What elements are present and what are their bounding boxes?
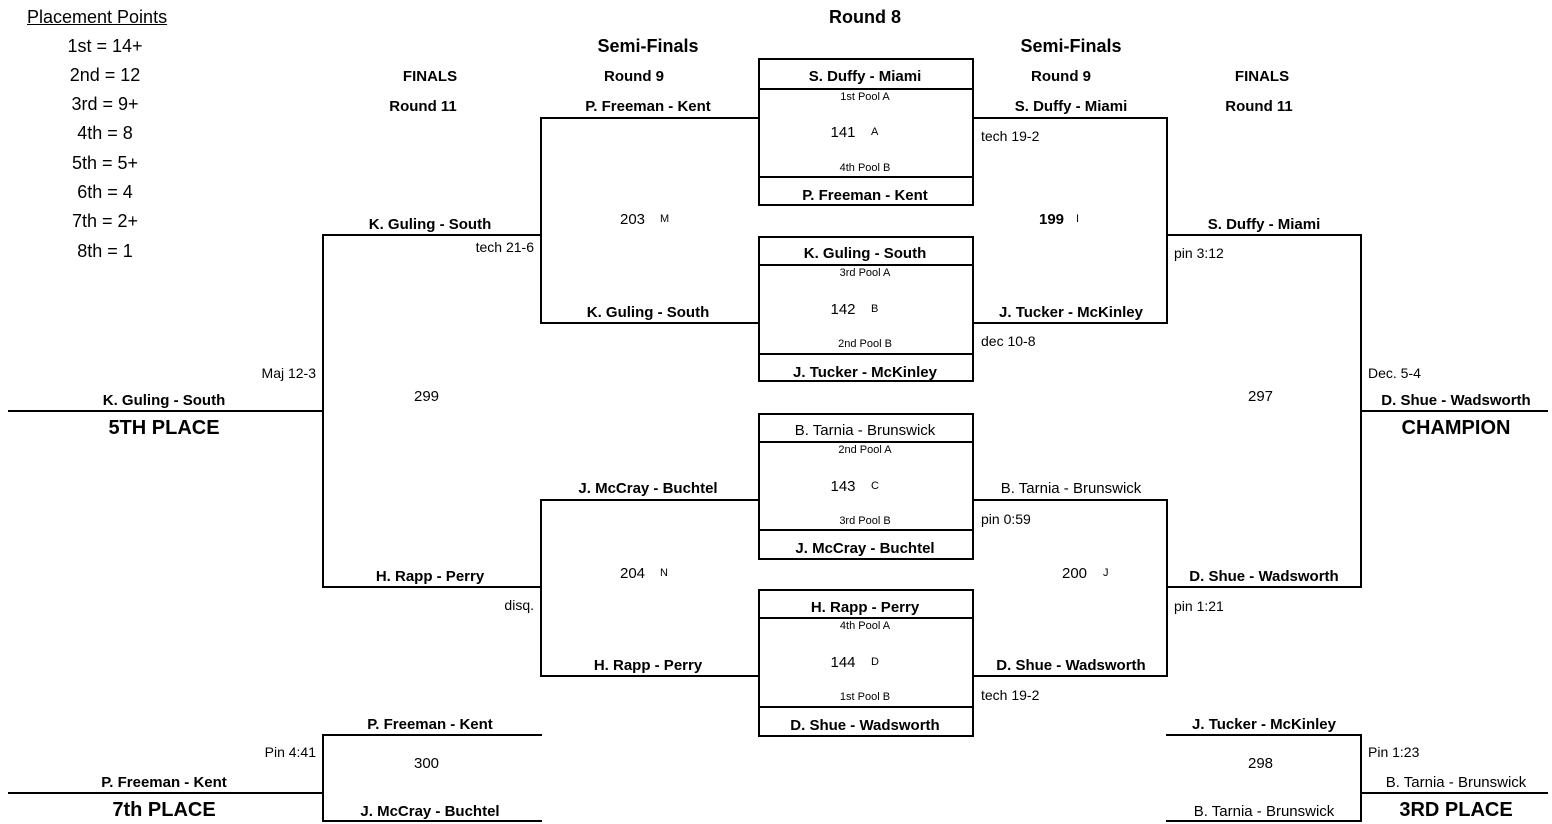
bracket-line	[540, 322, 758, 324]
bout-300-number: 300	[414, 755, 440, 772]
bracket-line	[1166, 234, 1362, 236]
final-top-result: pin 3:12	[1174, 245, 1224, 261]
champion-label: CHAMPION	[1401, 417, 1511, 439]
r10-top-result: tech 21-6	[475, 239, 534, 255]
bracket-line	[540, 499, 542, 677]
bout-200-bottom-wrestler: D. Shue - Wadsworth	[996, 657, 1146, 674]
third-place-line	[1360, 792, 1548, 794]
bout-144-number: 144	[830, 654, 856, 671]
bracket-line	[322, 820, 542, 822]
bout-203-letter: M	[660, 213, 670, 225]
seventh-place-label: 7th PLACE	[112, 799, 216, 821]
bout-204-bottom-wrestler: H. Rapp - Perry	[593, 657, 703, 674]
seventh-place-wrestler: P. Freeman - Kent	[101, 774, 227, 791]
bracket-line	[322, 734, 542, 736]
placement-item: 8th = 1	[77, 241, 133, 261]
bout-200-top-wrestler: B. Tarnia - Brunswick	[1000, 480, 1142, 497]
round8-header: Round 8	[829, 7, 901, 27]
bout-divider	[758, 353, 974, 355]
champion-line	[1360, 410, 1548, 412]
placement-item: 1st = 14+	[67, 36, 143, 56]
bout-142-number: 142	[830, 301, 856, 318]
bout-204-top-wrestler: J. McCray - Buchtel	[578, 480, 718, 497]
finals-right-header: FINALS	[1234, 68, 1290, 85]
bout-144-bottom-pool: 1st Pool B	[839, 691, 891, 703]
bout-141-letter: A	[871, 126, 879, 138]
third-place-wrestler: B. Tarnia - Brunswick	[1385, 774, 1527, 791]
bout-divider	[758, 88, 974, 90]
bracket-line	[1166, 499, 1168, 677]
placement-item: 5th = 5+	[71, 153, 139, 173]
bout-142-top-pool: 3rd Pool A	[839, 267, 891, 279]
round9-left-header: Round 9	[604, 68, 664, 85]
bout-141-top-wrestler: S. Duffy - Miami	[808, 68, 922, 85]
bout-204-number: 204	[620, 565, 646, 582]
bout-300-bottom-wrestler: J. McCray - Buchtel	[360, 803, 500, 820]
placement-item: 3rd = 9+	[71, 94, 139, 114]
bout-199-bottom-wrestler: J. Tucker - McKinley	[999, 304, 1143, 321]
bracket-line	[540, 117, 758, 119]
bout-199-letter: I	[1076, 213, 1080, 225]
bout-divider	[758, 529, 974, 531]
fifth-place-wrestler: K. Guling - South	[102, 392, 226, 409]
bout-143-bottom-pool: 3rd Pool B	[839, 515, 891, 527]
r10-bottom-result: disq.	[504, 597, 534, 613]
third-place-label: 3RD PLACE	[1399, 799, 1513, 821]
placement-points-title: Placement Points	[27, 7, 168, 27]
bout-297-result: Dec. 5-4	[1368, 365, 1421, 381]
bout-141-top-pool: 1st Pool A	[840, 91, 890, 103]
bout-199-top-result: tech 19-2	[981, 128, 1040, 144]
bout-divider	[758, 264, 974, 266]
bout-297-number: 297	[1248, 388, 1274, 405]
bout-143-bottom-wrestler: J. McCray - Buchtel	[795, 540, 935, 557]
placement-item: 6th = 4	[77, 182, 133, 202]
bout-142-top-wrestler: K. Guling - South	[803, 245, 927, 262]
fifth-place-line	[8, 410, 324, 412]
seventh-place-line	[8, 792, 324, 794]
bout-299-number: 299	[414, 388, 440, 405]
bout-199-number: 199	[1039, 211, 1065, 228]
bracket-line	[1360, 734, 1362, 822]
bout-143-top-wrestler: B. Tarnia - Brunswick	[794, 422, 936, 439]
bout-143-top-pool: 2nd Pool A	[838, 444, 892, 456]
bout-141-bottom-pool: 4th Pool B	[839, 162, 891, 174]
bout-divider	[758, 706, 974, 708]
bout-300-top-wrestler: P. Freeman - Kent	[367, 716, 493, 733]
bout-298-number: 298	[1248, 755, 1274, 772]
bracket-line	[540, 117, 542, 324]
bout-divider	[758, 441, 974, 443]
bout-298-top-wrestler: J. Tucker - McKinley	[1192, 716, 1336, 733]
bout-203-bottom-wrestler: K. Guling - South	[586, 304, 710, 321]
bout-141-bottom-wrestler: P. Freeman - Kent	[802, 187, 928, 204]
final-top-wrestler: S. Duffy - Miami	[1207, 216, 1321, 233]
bracket-line	[1166, 586, 1362, 588]
bout-142-bottom-wrestler: J. Tucker - McKinley	[793, 364, 937, 381]
bout-144-bottom-wrestler: D. Shue - Wadsworth	[790, 717, 940, 734]
bout-204-letter: N	[660, 567, 668, 579]
bout-203-number: 203	[620, 211, 646, 228]
bout-199-bottom-result: dec 10-8	[981, 333, 1036, 349]
bout-200-top-result: pin 0:59	[981, 511, 1031, 527]
placement-item: 4th = 8	[77, 123, 133, 143]
bout-divider	[758, 176, 974, 178]
bout-142-bottom-pool: 2nd Pool B	[838, 338, 892, 350]
bout-144-top-wrestler: H. Rapp - Perry	[810, 599, 920, 616]
bout-142-letter: B	[871, 303, 879, 315]
bracket-line	[322, 234, 542, 236]
bout-200-bottom-result: tech 19-2	[981, 687, 1040, 703]
final-bottom-result: pin 1:21	[1174, 598, 1224, 614]
bout-144-letter: D	[871, 656, 879, 668]
bracket-line	[974, 117, 1168, 119]
round11-right-header: Round 11	[1225, 98, 1293, 115]
bout-200-number: 200	[1062, 565, 1088, 582]
bracket-line	[322, 586, 542, 588]
r10-bottom-wrestler: H. Rapp - Perry	[375, 568, 485, 585]
bout-298-bottom-wrestler: B. Tarnia - Brunswick	[1193, 803, 1335, 820]
bout-300-result: Pin 4:41	[264, 744, 316, 760]
bracket-line	[974, 675, 1168, 677]
bracket-line	[974, 322, 1168, 324]
fifth-place-label: 5TH PLACE	[108, 417, 220, 439]
semis-right-header: Semi-Finals	[1020, 36, 1122, 56]
finals-left-header: FINALS	[402, 68, 458, 85]
bracket-line	[974, 499, 1168, 501]
round11-left-header: Round 11	[389, 98, 457, 115]
bout-299-result: Maj 12-3	[261, 365, 316, 381]
placement-item: 2nd = 12	[69, 65, 141, 85]
bout-divider	[758, 617, 974, 619]
bout-203-top-wrestler: P. Freeman - Kent	[585, 98, 711, 115]
bracket-line	[1166, 820, 1362, 822]
semis-left-header: Semi-Finals	[597, 36, 699, 56]
bout-143-number: 143	[830, 478, 856, 495]
bracket-line	[540, 499, 758, 501]
bout-200-letter: J	[1103, 567, 1109, 579]
r10-top-wrestler: K. Guling - South	[368, 216, 492, 233]
round9-right-header: Round 9	[1031, 68, 1091, 85]
bout-199-top-wrestler: S. Duffy - Miami	[1014, 98, 1128, 115]
bout-144-top-pool: 4th Pool A	[839, 620, 891, 632]
bracket-line	[1166, 734, 1362, 736]
bracket-line	[540, 675, 758, 677]
final-bottom-wrestler: D. Shue - Wadsworth	[1189, 568, 1339, 585]
champion-wrestler: D. Shue - Wadsworth	[1381, 392, 1531, 409]
bout-298-result: Pin 1:23	[1368, 744, 1420, 760]
bout-143-letter: C	[871, 480, 879, 492]
bracket-line	[1166, 117, 1168, 324]
placement-item: 7th = 2+	[71, 211, 139, 231]
bout-141-number: 141	[830, 124, 856, 141]
bracket-line	[322, 734, 324, 822]
